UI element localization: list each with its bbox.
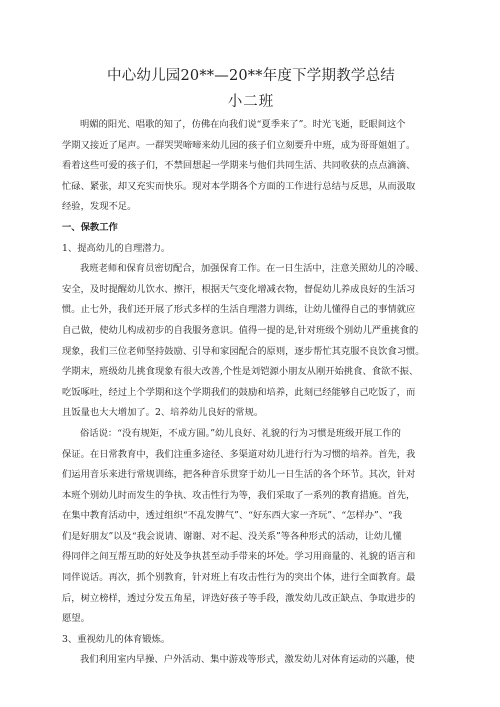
document-title: 中心幼儿园20**—20**年度下学期教学总结 (107, 68, 395, 84)
text-line: 学期又接近了尾声。一群哭哭啼啼来幼儿园的孩子们立刻要升中班，成为哥哥姐姐了。 (62, 139, 416, 151)
text-line: 吃饭啄吐，经过上个学期和这个学期我们的鼓励和培养，此刻已经能够自己吃饭了，而 (62, 386, 416, 398)
text-line: 后，树立榜样，透过分发五角星，评选好孩子等手段，激发幼儿改正缺点、争取进步的 (62, 592, 416, 604)
text-line: 现象，我们三位老师坚持鼓励、引导和家园配合的原则，逐步帮忙其克服不良饮食习惯。 (62, 345, 425, 357)
text-line: 愿望。 (62, 613, 90, 625)
text-line: 们是好朋友”以及“我会说请、谢谢、对不起、没关系”等各种形式的活动，让幼儿懂 (62, 530, 402, 542)
text-line: 忙碌、紧张，却又充实而快乐。现对本学期各个方面的工作进行总结与反思，从而汲取 (62, 180, 416, 192)
text-line: 俗话说：“没有规矩，不成方圆。”幼儿良好、礼貌的行为习惯是班级开展工作的 (80, 427, 401, 439)
section-heading: 一、保教工作 (62, 221, 118, 233)
text-line: 保证。在日常教育中，我们注重多途径、多渠道对幼儿进行行为习惯的培养。首先，我 (62, 448, 416, 460)
text-line: 我们利用室内早操、户外活动、集中游戏等形式，激发幼儿对体育运动的兴趣，使 (80, 654, 415, 666)
text-line: 明媚的阳光、唱歌的知了，仿佛在向我们说“夏季来了”。时光飞逝，眨眼间这个 (80, 119, 406, 130)
text-line: 且饭量也大大增加了。2、培养幼儿良好的常规。 (62, 407, 264, 419)
text-line: 得同伴之间互帮互助的好处及争执甚至动手带来的坏处。学习用商量的、礼貌的语言和 (62, 551, 416, 563)
text-line: 在集中教育活动中，透过组织“不乱发脾气”、“好东西大家一齐玩”、“怎样办”、“我 (62, 510, 403, 522)
document-body (62, 115, 440, 671)
text-line: 本班个别幼儿时而发生的争执、攻击性行为等，我们采取了一系列的教育措施。首先， (62, 489, 416, 501)
text-line: 1、提高幼儿的自理潜力。 (62, 242, 171, 254)
text-line: 看着这些可爱的孩子们，不禁回想起一学期来与他们共同生活、共同收获的点点滴滴、 (62, 160, 416, 172)
text-line: 同伴说话。再次，抓个别教育，针对班上有攻击性行为的突出个体，进行全面教育。最 (62, 572, 416, 584)
text-line: 3、重视幼儿的体育锻炼。 (62, 633, 171, 645)
text-line: 惯。止七外，我们还开展了形式多样的生活自理潜力训练，让幼儿懂得自己的事情就应 (62, 304, 416, 316)
text-line: 学期末，班级幼儿挑食现象有很大改善,个性是刘铠源小朋友从刚开始挑食、食欲不振、 (62, 366, 419, 378)
text-line: 经验，发现不足。 (62, 201, 137, 213)
text-line: 我班老师和保育员密切配合，加强保育工作。在一日生活中，注意关照幼儿的冷暖、 (80, 263, 424, 275)
text-line: 安全，及时提醒幼儿饮水、擦汗，根据天气变化增减衣物，督促幼儿养成良好的生活习 (62, 283, 416, 295)
text-line: 自己做，使幼儿构成初步的自我服务意识。值得一提的是,针对班级个别幼儿严重挑食的 (62, 324, 419, 336)
document-subtitle: 小二班 (227, 94, 275, 110)
text-line: 们运用音乐来进行常规训练，把各种音乐贯穿于幼儿一日生活的各个环节。其次，针对 (62, 469, 416, 481)
